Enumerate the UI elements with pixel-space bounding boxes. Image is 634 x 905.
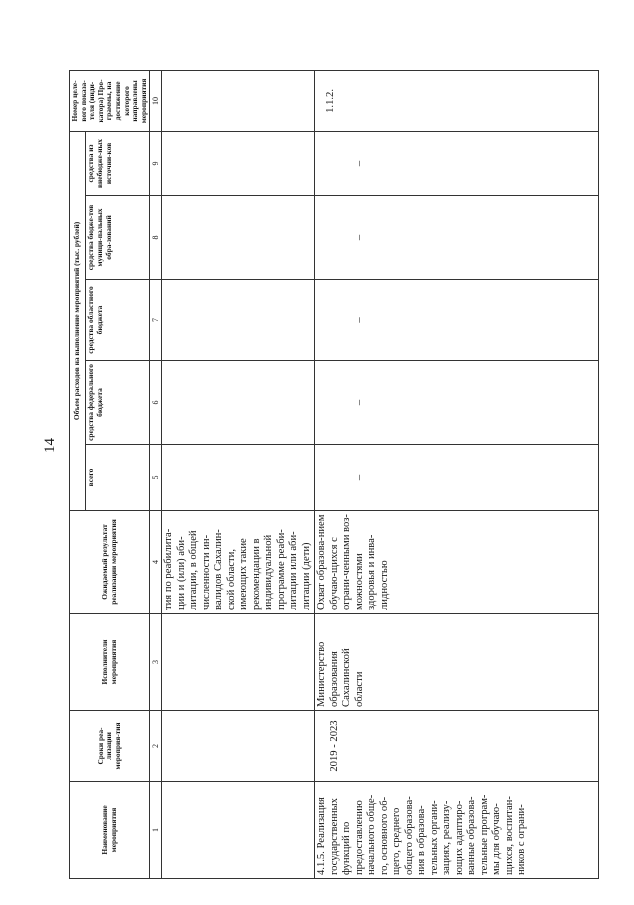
col-number: 2 (150, 711, 162, 782)
cell-result: Охват образова-нием обучаю-щихся с ограни-ченными воз-можностями здоровья и инва-лидностью (315, 511, 599, 614)
cell-federal (162, 361, 315, 445)
header-regional: средства областного бюджета (86, 280, 150, 361)
header-term: Сроки реа-лизации мероприя-тия (70, 711, 150, 782)
cell-total (162, 445, 315, 511)
cell-total (315, 445, 599, 511)
col-number: 5 (150, 445, 162, 511)
header-target: Номер целе-вого показа-теля (инди-катора) Про-граммы, на достижение которого направлены мероприятия (70, 70, 150, 131)
cell-federal (315, 361, 599, 445)
cell-target (162, 70, 315, 131)
column-numbers-row (150, 70, 162, 878)
header-name: Наименование мероприятия (70, 782, 150, 879)
measures-table (69, 70, 599, 879)
cell-municipal (315, 196, 599, 280)
header-row-1 (70, 70, 86, 878)
header-municipal: средства бюдже-тов муници-пальных обра-зований (86, 196, 150, 280)
cell-name: 4.1.5. Реализация государственных функций по предоставлению начального обще-го, основного об-щего, среднего общего образова-ния в образова-тельных органи-зациях, реализу-ющих адаптиро-ванные образова-тельные програм-мы для обучаю-щихся, воспитан-ников с ограни- (315, 782, 599, 879)
cell-result: тия по реабилита-ции и (или) аби-литации, в общей численности ин-валидов Сахалин-ской области, имеющих такие рекомендации в индивидуальной программе реаби-литации или аби-литации (дети) (162, 511, 315, 614)
col-number: 9 (150, 131, 162, 195)
page-number: 14 (42, 438, 58, 453)
dash-mark: – (354, 160, 366, 167)
header-volume: Объем расходов на выполнение мероприятий (тыс. рублей) (70, 131, 86, 510)
col-number: 1 (150, 782, 162, 879)
cell-name (162, 782, 315, 879)
cell-extra (315, 131, 599, 195)
col-number: 4 (150, 511, 162, 614)
cell-regional (162, 280, 315, 361)
dash-mark: – (354, 234, 366, 241)
header-executor: Исполнители мероприятия (70, 614, 150, 711)
col-number: 7 (150, 280, 162, 361)
cell-executor (162, 614, 315, 711)
header-result: Ожидаемый результат реализации мероприятия (70, 511, 150, 614)
cell-executor: Министерство образования Сахалинской области (315, 614, 599, 711)
header-federal: средства федерального бюджета (86, 361, 150, 445)
col-number: 3 (150, 614, 162, 711)
cell-municipal (162, 196, 315, 280)
table-row (162, 70, 315, 878)
cell-regional (315, 280, 599, 361)
cell-term: 2019 - 2023 (315, 711, 599, 782)
cell-term (162, 711, 315, 782)
col-number: 10 (150, 70, 162, 131)
header-extra: средства из внебюдже-ных источни-ков (86, 131, 150, 195)
dash-mark: – (354, 317, 366, 323)
table-row (315, 70, 599, 878)
dash-mark: – (354, 399, 366, 406)
dash-mark: – (354, 474, 366, 481)
col-number: 6 (150, 361, 162, 445)
col-number: 8 (150, 196, 162, 280)
cell-target: 1.1.2. (315, 70, 599, 131)
header-total: всего (86, 445, 150, 511)
cell-extra (162, 131, 315, 195)
